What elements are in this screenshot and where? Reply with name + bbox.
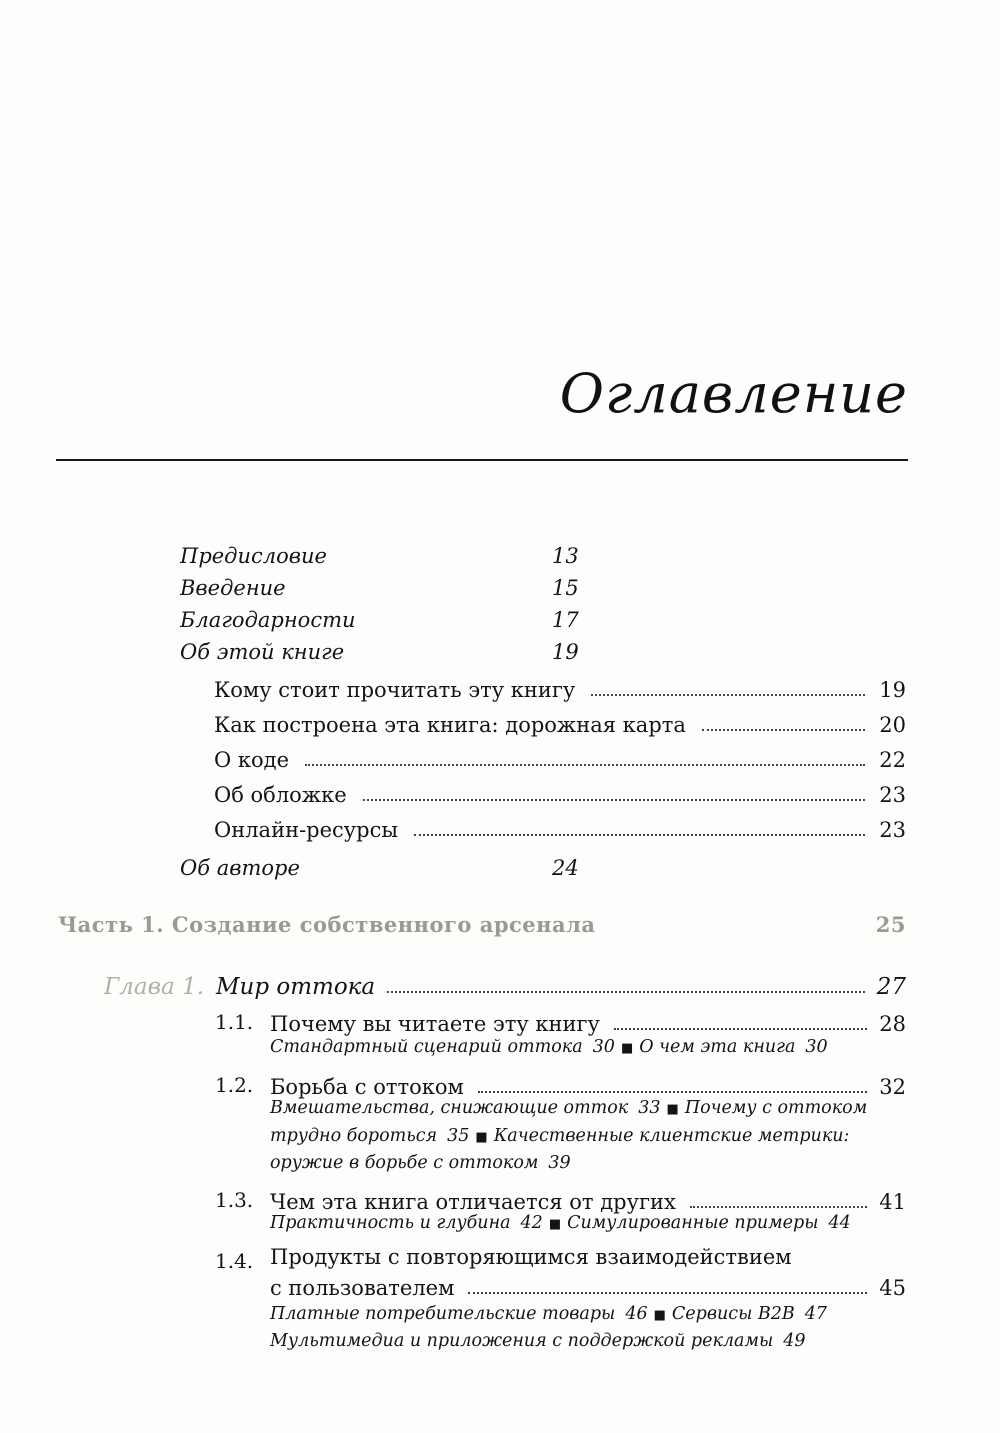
topic-page: 47 xyxy=(804,1304,828,1324)
leader-dots xyxy=(702,729,865,731)
leader-dots xyxy=(363,799,866,801)
toc-entry-about-book[interactable]: Об этой книге xyxy=(180,640,345,664)
toc-subentry[interactable] xyxy=(214,672,906,702)
part-page: 25 xyxy=(875,912,906,937)
section-title: Борьба с оттоком xyxy=(270,1075,464,1099)
bullet-separator: ■ xyxy=(653,1308,666,1323)
section-number: 1.3. xyxy=(215,1188,254,1212)
topic: оружие в борьбе с оттоком xyxy=(270,1153,539,1173)
section-title: Чем эта книга отличается от других xyxy=(270,1190,676,1214)
leader-dots xyxy=(468,1292,867,1294)
topic: Качественные клиентские метрики: xyxy=(493,1126,850,1146)
topic-page: 44 xyxy=(828,1213,851,1233)
leader-dots xyxy=(690,1206,867,1208)
section-topics xyxy=(270,1304,827,1324)
leader-dots xyxy=(591,694,865,696)
toc-subentry-title: Об обложке xyxy=(214,783,347,807)
section-page: 32 xyxy=(879,1075,906,1099)
toc-entry-about-author[interactable]: Об авторе xyxy=(180,856,300,880)
bullet-separator: ■ xyxy=(548,1217,562,1232)
bullet-separator: ■ xyxy=(620,1041,634,1056)
toc-subentry-page: 23 xyxy=(879,818,906,842)
topic: О чем эта книга xyxy=(639,1037,796,1057)
topic: Сервисы B2B xyxy=(671,1304,795,1324)
leader-dots xyxy=(614,1028,867,1030)
topic: Мультимедиа и приложения с поддержкой рекламы xyxy=(270,1331,774,1351)
toc-page-about-book: 19 xyxy=(552,640,579,664)
toc-entry-introduction[interactable]: Введение xyxy=(180,576,286,600)
section-number: 1.4. xyxy=(215,1249,254,1273)
section-number: 1.1. xyxy=(215,1010,254,1034)
toc-subentry-page: 23 xyxy=(879,783,906,807)
toc-entry-acknowledgements[interactable]: Благодарности xyxy=(180,608,356,632)
topic-page: 30 xyxy=(805,1037,828,1057)
toc-subentry-page: 20 xyxy=(879,713,906,737)
leader-dots xyxy=(414,834,865,836)
toc-subentry-page: 19 xyxy=(879,678,906,702)
section-page: 45 xyxy=(879,1276,906,1300)
toc-chapter-heading[interactable] xyxy=(104,966,906,1000)
section-title: Почему вы читаете эту книгу xyxy=(270,1012,600,1036)
chapter-page: 27 xyxy=(876,974,906,1000)
toc-subentry-title: Онлайн-ресурсы xyxy=(214,818,399,842)
topic: Практичность и глубина xyxy=(270,1213,511,1233)
topic: Почему с оттоком xyxy=(684,1098,868,1118)
section-topics xyxy=(270,1126,849,1146)
toc-section[interactable] xyxy=(270,1184,906,1214)
topic: Вмешательства, снижающие отток xyxy=(270,1098,629,1118)
topic-page: 35 xyxy=(447,1126,470,1146)
toc-part-heading[interactable] xyxy=(58,912,906,937)
topic: трудно бороться xyxy=(270,1126,438,1146)
section-title-continued: с пользователем xyxy=(270,1276,455,1300)
bullet-separator: ■ xyxy=(475,1130,488,1145)
toc-page-acknowledgements: 17 xyxy=(552,608,579,632)
toc-page-preface: 13 xyxy=(552,544,579,568)
title-rule xyxy=(56,459,908,461)
toc-subentry[interactable] xyxy=(214,812,906,842)
section-page: 41 xyxy=(879,1190,906,1214)
toc-page-about-author: 24 xyxy=(552,856,579,880)
section-topics xyxy=(270,1331,806,1351)
toc-subentry-title: О коде xyxy=(214,748,290,772)
section-page: 28 xyxy=(879,1012,906,1036)
toc-subentry[interactable] xyxy=(214,742,906,772)
topic-page: 46 xyxy=(625,1304,648,1324)
topic-page: 39 xyxy=(548,1153,571,1173)
section-topics xyxy=(270,1153,571,1173)
section-topics xyxy=(270,1213,851,1233)
section-title[interactable]: Продукты с повторяющимся взаимодействием xyxy=(270,1245,792,1269)
topic-page: 33 xyxy=(638,1098,661,1118)
topic-page: 42 xyxy=(520,1213,543,1233)
topic-page: 30 xyxy=(592,1037,615,1057)
toc-page-introduction: 15 xyxy=(552,576,579,600)
leader-dots xyxy=(305,764,865,766)
part-title: Часть 1. Создание собственного арсенала xyxy=(58,912,596,937)
toc-section[interactable] xyxy=(270,1006,906,1036)
topic: Стандартный сценарий оттока xyxy=(270,1037,583,1057)
toc-subentry[interactable] xyxy=(214,707,906,737)
section-topics xyxy=(270,1098,867,1118)
topic: Платные потребительские товары xyxy=(270,1304,616,1324)
section-topics xyxy=(270,1037,828,1057)
leader-dots xyxy=(478,1091,867,1093)
topic-page: 49 xyxy=(783,1331,806,1351)
toc-entry-preface[interactable]: Предисловие xyxy=(180,544,327,568)
chapter-label: Глава 1. xyxy=(104,974,204,1000)
toc-subentry-title: Как построена эта книга: дорожная карта xyxy=(214,713,686,737)
chapter-name: Мир оттока xyxy=(215,974,376,1000)
toc-subentry-title: Кому стоит прочитать эту книгу xyxy=(214,678,576,702)
toc-section[interactable] xyxy=(270,1270,906,1300)
toc-subentry[interactable] xyxy=(214,777,906,807)
bullet-separator: ■ xyxy=(666,1102,679,1117)
topic: Симулированные примеры xyxy=(567,1213,819,1233)
toc-subentry-page: 22 xyxy=(879,748,906,772)
page-title: Оглавление xyxy=(559,362,908,425)
section-number: 1.2. xyxy=(215,1073,254,1097)
toc-section[interactable] xyxy=(270,1069,906,1099)
leader-dots xyxy=(387,991,865,993)
